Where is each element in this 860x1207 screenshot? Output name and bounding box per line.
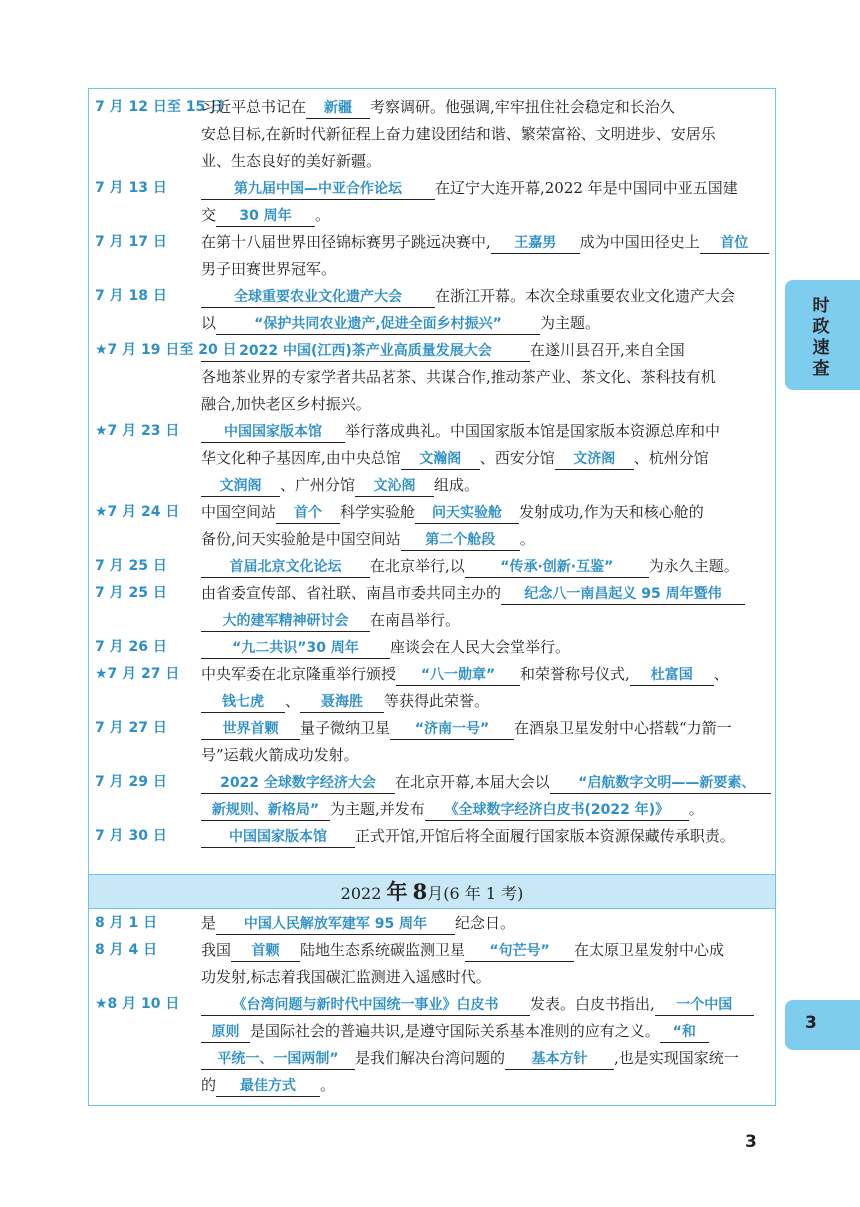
entry-line <box>201 1072 771 1099</box>
answer-blank: 首颗 <box>231 941 300 962</box>
entry-date: ★7 月 19 日至 20 日 <box>95 342 237 358</box>
answer-blank: 一个中国 <box>655 995 754 1016</box>
answer-blank: “济南一号” <box>390 719 514 740</box>
entry-text-segment: 纪念日。 <box>455 914 516 932</box>
side-tab-char: 查 <box>812 359 830 379</box>
entry-date: 7 月 25 日 <box>95 585 167 601</box>
entry-line <box>201 607 771 634</box>
entry-text-segment: 我国 <box>201 941 232 959</box>
entry-text <box>201 418 771 499</box>
answer-blank: “启航数字文明——新要素、 <box>550 773 771 794</box>
answer-blank: “保护共同农业遗产,促进全面乡村振兴” <box>216 314 540 335</box>
entry-text <box>201 337 771 418</box>
answer-blank: 原则 <box>201 1022 250 1043</box>
entry-text-segment: 和荣誉称号仪式, <box>520 665 630 683</box>
answer-blank: 30 周年 <box>216 206 315 227</box>
entry-text-segment: 备份,问天实验舱是中国空间站 <box>201 530 401 548</box>
entry-text-segment: 量子微纳卫星 <box>300 719 391 737</box>
entry-text-segment: 组成。 <box>434 476 480 494</box>
entry-date: 7 月 26 日 <box>95 639 167 655</box>
entry-text <box>201 991 771 1099</box>
answer-blank: “和 <box>660 1022 709 1043</box>
entry-text-segment: 功发射,标志着我国碳汇监测进入遥感时代。 <box>201 968 491 986</box>
entry-line <box>201 661 771 688</box>
entry-text-segment: 科学实验舱 <box>340 503 416 521</box>
entry-text-segment: ,也是实现国家统一 <box>614 1049 739 1067</box>
answer-blank: 文济阁 <box>555 449 634 470</box>
entry-text-segment: 。 <box>688 800 704 818</box>
entry-text-segment: 在辽宁大连开幕,2022 年是中国同中亚五国建 <box>435 179 738 197</box>
side-tab-number <box>785 1000 860 1050</box>
answer-blank: 文瀚阁 <box>401 449 480 470</box>
answer-blank: 《全球数字经济白皮书(2022 年)》 <box>425 800 689 821</box>
answer-blank: 文润阁 <box>201 476 280 497</box>
entry-line <box>201 1018 771 1045</box>
answer-blank: 基本方针 <box>505 1049 614 1070</box>
answer-blank: “句芒号” <box>465 941 574 962</box>
entry-date: ★8 月 10 日 <box>95 996 180 1012</box>
year-unit: 年 <box>386 879 408 904</box>
entry-text <box>201 553 771 580</box>
month-year: 2022 <box>340 884 382 903</box>
entry-line <box>201 472 771 499</box>
entry-line <box>201 175 771 202</box>
entry-line <box>201 715 771 742</box>
entry-line <box>201 937 771 964</box>
side-tab-char: 速 <box>812 338 830 358</box>
entry-line <box>201 148 771 175</box>
entry-text-segment: 华文化种子基因库,由中央总馆 <box>201 449 401 467</box>
entry-text-segment: 在第十八届世界田径锦标赛男子跳远决赛中, <box>201 233 491 251</box>
entry-text-segment: 男子田赛世界冠军。 <box>201 260 337 278</box>
answer-blank: 文沁阁 <box>355 476 434 497</box>
entry-text <box>201 175 771 229</box>
entry-date: 7 月 30 日 <box>95 828 167 844</box>
answer-blank: 2022 全球数字经济大会 <box>201 773 395 794</box>
answer-blank: 新疆 <box>306 98 370 119</box>
entry-text-segment: 、广州分馆 <box>280 476 356 494</box>
exam-frequency-note: (6 年 1 考) <box>443 884 524 903</box>
answer-blank: 首届北京文化论坛 <box>201 557 370 578</box>
entry-text-segment: 在酒泉卫星发射中心搭载“力箭一 <box>514 719 732 737</box>
entry-text-segment: 各地茶业界的专家学者共品茗茶、共谋合作,推动茶产业、茶文化、茶科技有机 <box>201 368 716 386</box>
entry-line <box>201 634 771 661</box>
answer-blank: 世界首颗 <box>201 719 300 740</box>
entry-text <box>201 283 771 337</box>
entry-line <box>201 1045 771 1072</box>
entry-text-segment: 。 <box>320 1076 336 1094</box>
answer-blank: 首个 <box>276 503 340 524</box>
entry-text-segment: 、西安分馆 <box>479 449 555 467</box>
answer-blank: 中国国家版本馆 <box>201 422 345 443</box>
entry-text-segment: 习近平总书记在 <box>201 98 307 116</box>
entry-date: 7 月 29 日 <box>95 774 167 790</box>
entry-text-segment: 考察调研。他强调,牢牢扭住社会稳定和长治久 <box>370 98 675 116</box>
entry-line <box>201 580 771 607</box>
entry-text-segment: 座谈会在人民大会堂举行。 <box>390 638 571 656</box>
entry-line <box>201 364 771 391</box>
entry-line <box>201 991 771 1018</box>
entry-text-segment: 在浙江开幕。本次全球重要农业文化遗产大会 <box>435 287 736 305</box>
entry-text <box>201 634 771 661</box>
month-header <box>89 874 775 909</box>
entry-text-segment: 安总目标,在新时代新征程上奋力建设团结和谐、繁荣富裕、文明进步、安居乐 <box>201 125 716 143</box>
entry-date: 7 月 13 日 <box>95 180 167 196</box>
answer-blank: 王嘉男 <box>491 233 580 254</box>
entry-text <box>201 580 771 634</box>
answer-blank: 纪念八一南昌起义 95 周年暨伟 <box>501 584 745 605</box>
entry-text <box>201 910 771 937</box>
entry-text-segment: 在南昌举行。 <box>370 611 461 629</box>
entry-line <box>201 256 771 283</box>
entry-text-segment: 为主题,并发布 <box>330 800 425 818</box>
entry-date: 8 月 4 日 <box>95 942 158 958</box>
entry-line <box>201 499 771 526</box>
entry-line <box>201 823 771 850</box>
entry-text-segment: 成为中国田径史上 <box>579 233 700 251</box>
timeline-frame <box>88 88 776 1106</box>
answer-blank: 大的建军精神研讨会 <box>201 611 370 632</box>
entry-text-segment: 在遂川县召开,来自全国 <box>530 341 685 359</box>
side-tab-section <box>785 280 860 390</box>
entry-line <box>201 526 771 553</box>
entry-text <box>201 715 771 769</box>
entry-date: 8 月 1 日 <box>95 915 158 931</box>
side-tab-number-text: 3 <box>805 1013 817 1033</box>
answer-blank: 2022 中国(江西)茶产业高质量发展大会 <box>201 341 530 362</box>
entry-text-segment: 的 <box>201 1076 217 1094</box>
entry-text-segment: 交 <box>201 206 217 224</box>
entry-line <box>201 418 771 445</box>
entry-line <box>201 121 771 148</box>
answer-blank: 聂海胜 <box>300 692 384 713</box>
entry-text-segment: 在北京开幕,本届大会以 <box>395 773 550 791</box>
answer-blank: 第九届中国—中亚合作论坛 <box>201 179 435 200</box>
answer-blank: “传承·创新·互鉴” <box>465 557 649 578</box>
entry-line <box>201 283 771 310</box>
entry-date: 7 月 18 日 <box>95 288 167 304</box>
answer-blank: “八一勋章” <box>396 665 520 686</box>
entry-text-segment: 陆地生态系统碳监测卫星 <box>300 941 466 959</box>
answer-blank: 钱七虎 <box>201 692 285 713</box>
entry-line <box>201 910 771 937</box>
entry-line <box>201 688 771 715</box>
entry-text <box>201 769 771 823</box>
entry-date: ★7 月 23 日 <box>95 423 180 439</box>
entry-date: 7 月 25 日 <box>95 558 167 574</box>
entry-text-segment: 由省委宣传部、省社联、南昌市委共同主办的 <box>201 584 502 602</box>
entry-text-segment: 号”运载火箭成功发射。 <box>201 746 359 764</box>
answer-blank: 首位 <box>700 233 769 254</box>
answer-blank: 问天实验舱 <box>415 503 519 524</box>
entry-text-segment: 在太原卫星发射中心成 <box>574 941 725 959</box>
entry-text-segment: 发射成功,作为天和核心舱的 <box>519 503 704 521</box>
entry-text-segment: 。 <box>315 206 331 224</box>
entry-line <box>201 964 771 991</box>
entry-line <box>201 553 771 580</box>
answer-blank: 平统一、一国两制” <box>201 1049 355 1070</box>
entry-text-segment: 在北京举行,以 <box>370 557 465 575</box>
entry-line <box>201 796 771 823</box>
entry-text-segment: 、 <box>285 692 301 710</box>
side-tab-char: 时 <box>812 296 830 316</box>
answer-blank: 中国国家版本馆 <box>201 827 355 848</box>
entry-text <box>201 229 771 283</box>
month-number: 8 <box>412 879 428 904</box>
entry-text-segment: 为永久主题。 <box>648 557 739 575</box>
entry-line <box>201 769 771 796</box>
answer-blank: “九二共识”30 周年 <box>201 638 390 659</box>
entry-text <box>201 661 771 715</box>
entry-line <box>201 94 771 121</box>
answer-blank: 中国人民解放军建军 95 周年 <box>216 914 455 935</box>
entry-date: 7 月 27 日 <box>95 720 167 736</box>
entry-date: ★7 月 27 日 <box>95 666 180 682</box>
answer-blank: 杜富国 <box>630 665 714 686</box>
answer-blank: 第二个舱段 <box>401 530 520 551</box>
entry-text <box>201 94 771 175</box>
entry-text-segment: 等获得此荣誉。 <box>384 692 490 710</box>
entry-text-segment: 举行落成典礼。中国国家版本馆是国家版本资源总库和中 <box>345 422 721 440</box>
entry-text-segment: 发表。白皮书指出, <box>530 995 655 1013</box>
side-tab-char: 政 <box>812 317 830 337</box>
entry-line <box>201 202 771 229</box>
entry-date: 7 月 12 日至 15 日 <box>95 99 225 115</box>
entry-line <box>201 391 771 418</box>
entry-text <box>201 499 771 553</box>
entry-line <box>201 310 771 337</box>
entry-text-segment: 、杭州分馆 <box>633 449 709 467</box>
entry-text <box>201 823 771 850</box>
entry-line <box>201 445 771 472</box>
entry-line <box>201 229 771 256</box>
answer-blank: 新规则、新格局” <box>201 800 330 821</box>
entry-text-segment: 、 <box>713 665 729 683</box>
answer-blank: 全球重要农业文化遗产大会 <box>201 287 435 308</box>
entry-text-segment: 中国空间站 <box>201 503 277 521</box>
entry-line <box>201 337 771 364</box>
entry-text <box>201 937 771 991</box>
entry-text-segment: 是国际社会的普遍共识,是遵守国际关系基本准则的应有之义。 <box>250 1022 660 1040</box>
entry-text-segment: 中央军委在北京隆重举行颁授 <box>201 665 397 683</box>
answer-blank: 《台湾问题与新时代中国统一事业》白皮书 <box>201 995 530 1016</box>
entry-text-segment: 为主题。 <box>540 314 601 332</box>
entry-text-segment: 融合,加快老区乡村振兴。 <box>201 395 371 413</box>
entry-text-segment: 正式开馆,开馆后将全面履行国家版本资源保藏传承职责。 <box>355 827 735 845</box>
month-unit: 月 <box>427 884 444 903</box>
entry-text-segment: 是我们解决台湾问题的 <box>355 1049 506 1067</box>
entry-text-segment: 业、生态良好的美好新疆。 <box>201 152 382 170</box>
entry-text-segment: 是 <box>201 914 217 932</box>
page-number: 3 <box>745 1132 757 1152</box>
entry-date: ★7 月 24 日 <box>95 504 180 520</box>
entry-text-segment: 。 <box>519 530 535 548</box>
answer-blank: 最佳方式 <box>216 1076 320 1097</box>
entry-date: 7 月 17 日 <box>95 234 167 250</box>
entry-line <box>201 742 771 769</box>
entry-text-segment: 以 <box>201 314 217 332</box>
